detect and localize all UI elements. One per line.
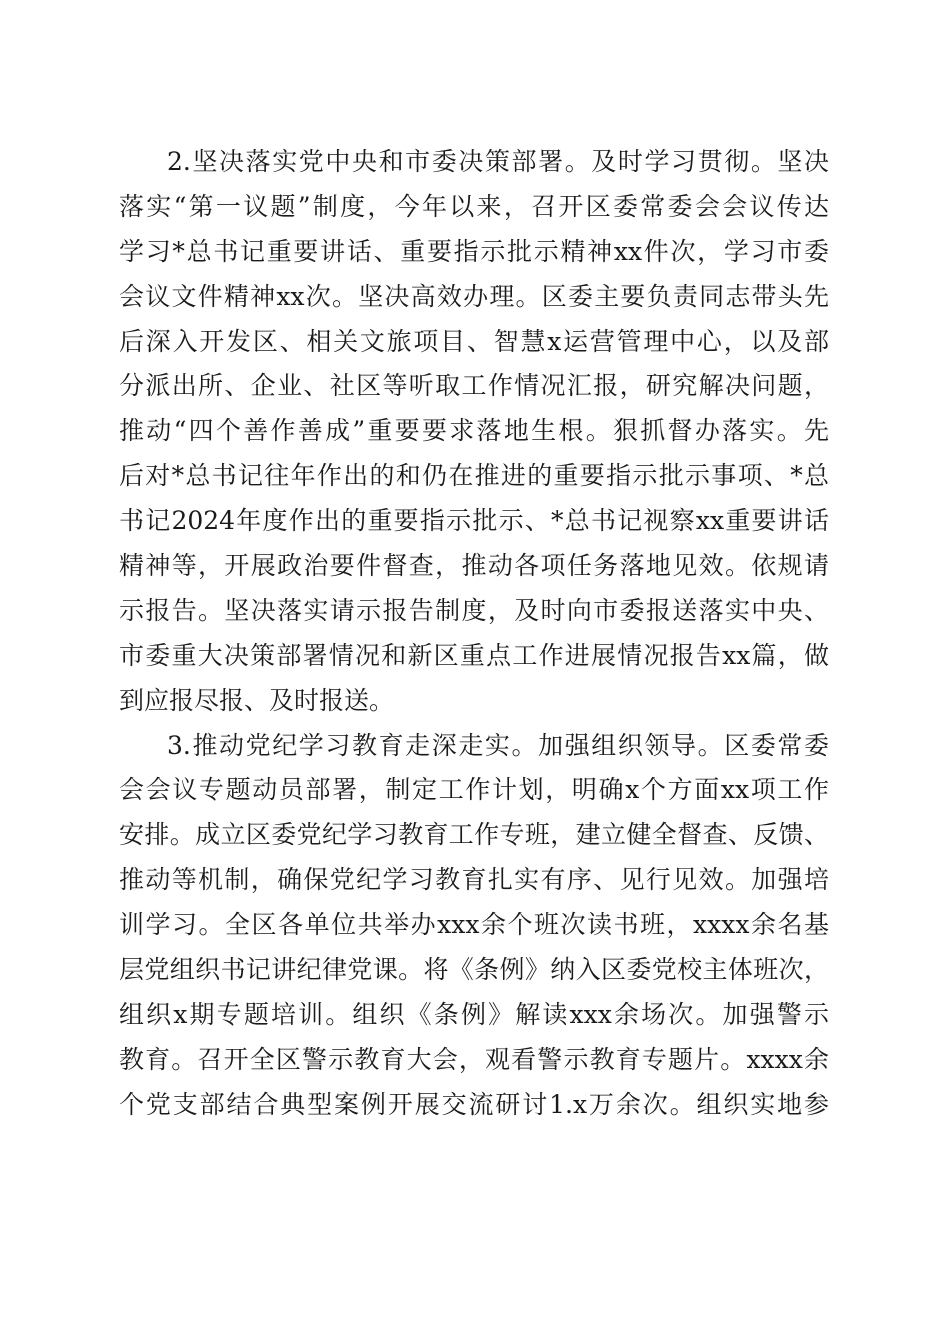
paragraph-3-line-6: 层党组织书记讲纪律党课。将《条例》纳入区委党校主体班次， bbox=[119, 955, 829, 985]
paragraph-3-line-3: 安排。成立区委党纪学习教育工作专班，建立健全督查、反馈、 bbox=[119, 820, 829, 850]
paragraph-2-line-8: 后对*总书记往年作出的和仍在推进的重要指示批示事项、*总 bbox=[119, 461, 829, 491]
paragraph-3-line-8: 教育。召开全区警示教育大会，观看警示教育专题片。xxxx余 bbox=[119, 1044, 829, 1074]
paragraph-2-line-2: 落实“第一议题”制度，今年以来，召开区委常委会会议传达 bbox=[119, 191, 829, 221]
paragraph-2-line-6: 分派出所、企业、社区等听取工作情况汇报，研究解决问题， bbox=[119, 371, 829, 401]
paragraph-3-line-7: 组织x期专题培训。组织《条例》解读xxx余场次。加强警示 bbox=[119, 999, 829, 1029]
body-text bbox=[119, 140, 829, 1128]
paragraph-3-line-9: 个党支部结合典型案例开展交流研讨1.x万余次。组织实地参 bbox=[119, 1089, 829, 1119]
paragraph-2-line-3: 学习*总书记重要讲话、重要指示批示精神xx件次，学习市委 bbox=[119, 236, 829, 266]
paragraph-2-line-5: 后深入开发区、相关文旅项目、智慧x运营管理中心，以及部 bbox=[119, 326, 829, 356]
paragraph-2-line-10: 精神等，开展政治要件督查，推动各项任务落地见效。依规请 bbox=[119, 551, 829, 581]
paragraph-3-line-2: 会会议专题动员部署，制定工作计划，明确x个方面xx项工作 bbox=[119, 775, 829, 805]
paragraph-2-line-9: 书记2024年度作出的重要指示批示、*总书记视察xx重要讲话 bbox=[119, 506, 829, 536]
paragraph-3-line-5: 训学习。全区各单位共举办xxx余个班次读书班，xxxx余名基 bbox=[119, 910, 829, 940]
paragraph-2-line-13: 到应报尽报、及时报送。 bbox=[119, 685, 395, 715]
paragraph-3-line-1: 3.推动党纪学习教育走深走实。加强组织领导。区委常委 bbox=[167, 730, 829, 760]
paragraph-2-line-7: 推动“四个善作善成”重要要求落地生根。狠抓督办落实。先 bbox=[119, 416, 829, 446]
paragraph-2-line-12: 市委重大决策部署情况和新区重点工作进展情况报告xx篇，做 bbox=[119, 640, 829, 670]
paragraph-2-line-11: 示报告。坚决落实请示报告制度，及时向市委报送落实中央、 bbox=[119, 595, 829, 625]
paragraph-2-line-1: 2.坚决落实党中央和市委决策部署。及时学习贯彻。坚决 bbox=[167, 147, 829, 176]
paragraph-2-line-4: 会议文件精神xx次。坚决高效办理。区委主要负责同志带头先 bbox=[119, 281, 829, 311]
paragraph-3-line-4: 推动等机制，确保党纪学习教育扎实有序、见行见效。加强培 bbox=[119, 865, 829, 895]
